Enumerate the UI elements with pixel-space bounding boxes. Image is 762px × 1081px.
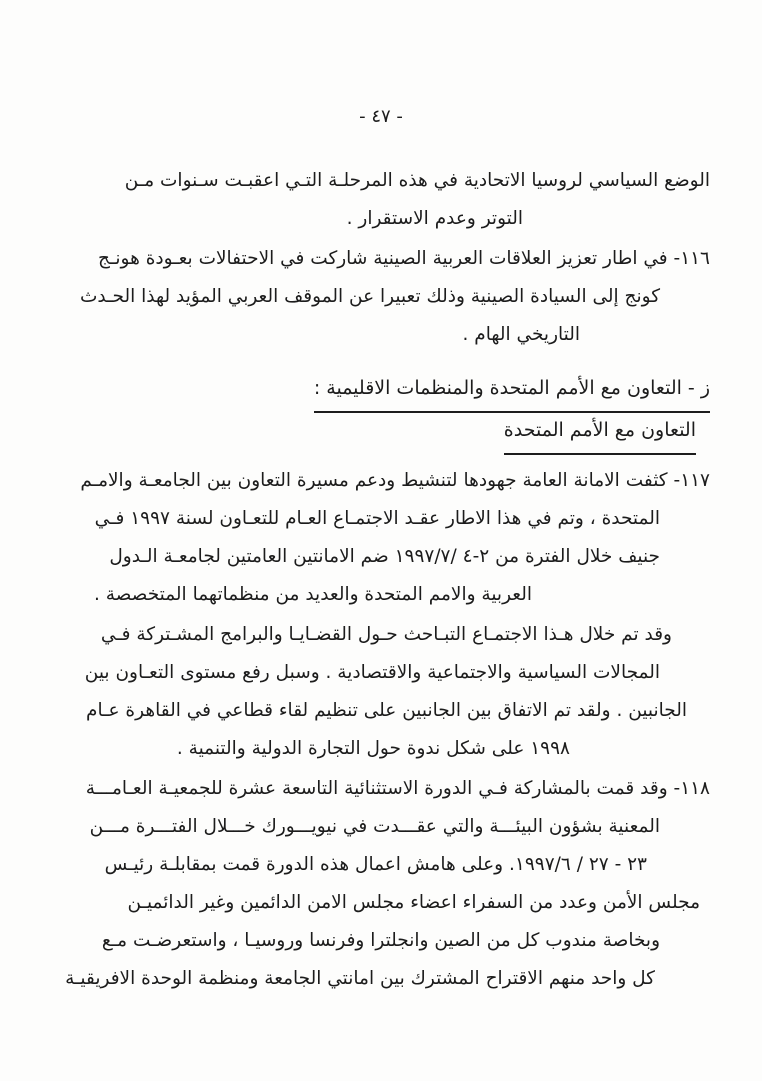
text-line: التاريخي الهام . xyxy=(462,324,580,345)
section-heading-text: ز - التعاون مع الأمم المتحدة والمنظمات الاقليمية : xyxy=(314,368,710,413)
paragraph-item-116 xyxy=(48,240,710,354)
section-heading xyxy=(48,368,710,410)
paragraph-item-117 xyxy=(48,462,710,614)
page-number: - ٤٧ - xyxy=(359,106,403,127)
sub-heading-text: التعاون مع الأمم المتحدة xyxy=(504,410,696,455)
text-line: وقد تم خلال هـذا الاجتمـاع التبـاحث حـول القضـايـا والبرامج المشـتركة فـي xyxy=(100,624,672,645)
text-line: ١١٨- وقد قمت بالمشاركة فـي الدورة الاستثنائية التاسعة عشرة للجمعيـة العـامـــة xyxy=(85,778,710,799)
document-text-block xyxy=(48,162,710,1000)
text-line: ١١٧- كثفت الامانة العامة جهودها لتنشيط ودعم مسيرة التعاون بين الجامعـة والامـم xyxy=(80,470,710,491)
text-line: الوضع السياسي لروسيا الاتحادية في هذه المرحلـة التـي اعقبـت سـنوات مـن xyxy=(124,170,710,191)
sub-heading xyxy=(48,410,696,452)
text-line: العربية والامم المتحدة والعديد من منظماتهما المتخصصة . xyxy=(93,584,532,605)
text-line: المتحدة ، وتم في هذا الاطار عقـد الاجتمـاع العـام للتعـاون لسنة ١٩٩٧ فـي xyxy=(94,508,660,529)
text-line: مجلس الأمن وعدد من السفراء اعضاء مجلس الامن الدائمين وغير الدائميـن xyxy=(127,892,700,913)
text-line: الجانبين . ولقد تم الاتفاق بين الجانبين على تنظيم لقاء قطاعي في القاهرة عـام xyxy=(85,700,687,721)
text-line: وبخاصة مندوب كل من الصين وانجلترا وفرنسا وروسيـا ، واستعرضـت مـع xyxy=(101,930,660,951)
text-line: جنيف خلال الفترة من ٢-٤ /١٩٩٧/٧ ضم الامانتين العامتين لجامعـة الـدول xyxy=(109,546,660,567)
text-line: المجالات السياسية والاجتماعية والاقتصادية . وسبل رفع مستوى التعـاون بين xyxy=(84,662,660,683)
section-headings xyxy=(48,368,710,452)
paragraph-item-117-continued xyxy=(48,616,710,768)
text-line: ١٩٩٨ على شكل ندوة حول التجارة الدولية والتنمية . xyxy=(176,738,570,759)
text-line: ٢٣ - ٢٧ / ١٩٩٧/٦. وعلى هامش اعمال هذه الدورة قمت بمقابلـة رئيـس xyxy=(104,854,647,875)
text-line: التوتر وعدم الاستقرار . xyxy=(346,208,523,229)
text-line: المعنية بشؤون البيئـــة والتي عقـــدت في نيويـــورك خـــلال الفتـــرة مـــن xyxy=(89,816,660,837)
paragraph-item-118 xyxy=(48,770,710,998)
text-line: كل واحد منهم الاقتراح المشترك بين امانتي الجامعة ومنظمة الوحدة الافريقيـة xyxy=(65,968,655,989)
text-line: ١١٦- في اطار تعزيز العلاقات العربية الصينية شاركت في الاحتفالات بعـودة هونـج xyxy=(98,248,710,269)
paragraph-intro xyxy=(48,162,710,238)
text-line: كونج إلى السيادة الصينية وذلك تعبيرا عن الموقف العربي المؤيد لهذا الحـدث xyxy=(79,286,660,307)
